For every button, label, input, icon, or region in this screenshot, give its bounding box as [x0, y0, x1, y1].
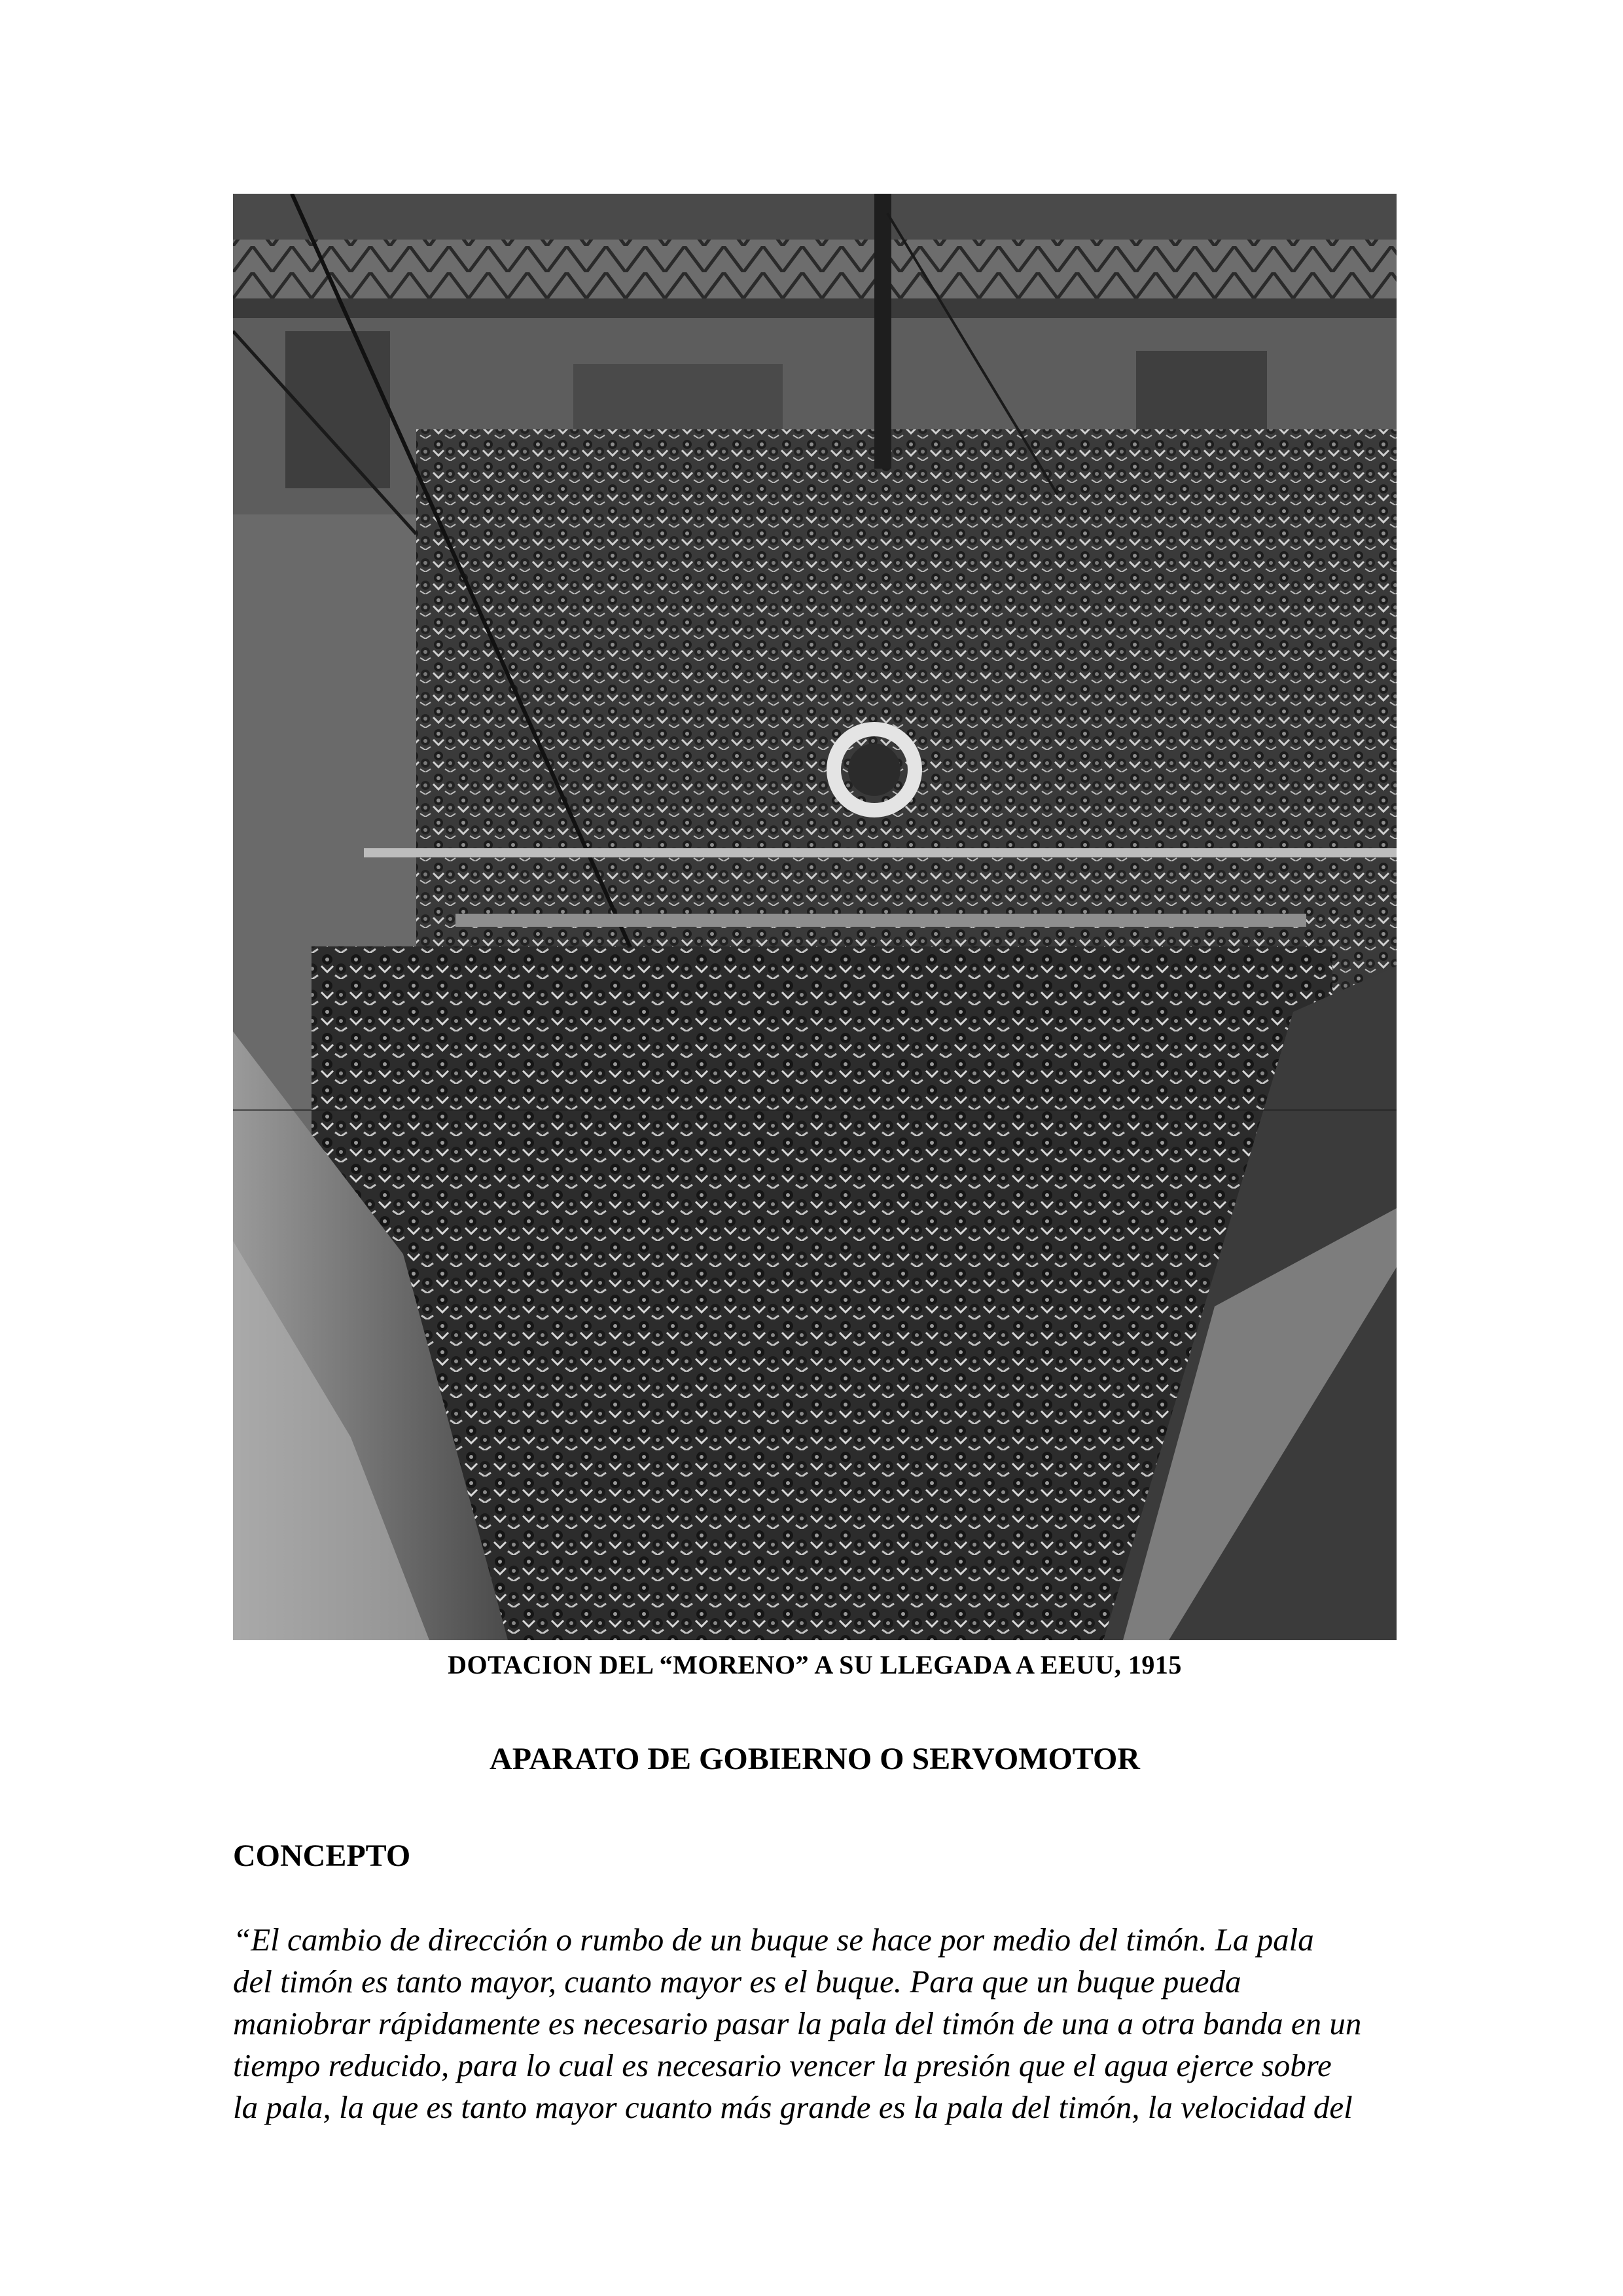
section-title: APARATO DE GOBIERNO O SERVOMOTOR: [490, 1742, 1140, 1776]
photo-caption: DOTACION DEL “MORENO” A SU LLEGADA A EEUU, 1915: [448, 1650, 1182, 1679]
body-line: del timón es tanto mayor, cuanto mayor es el buque. Para que un buque pueda: [233, 1964, 1241, 2000]
subheading: CONCEPTO: [233, 1839, 411, 1873]
body-line: tiempo reducido, para lo cual es necesario vencer la presión que el agua ejerce sobre: [233, 2047, 1332, 2083]
crew-photo-image: [233, 194, 1397, 1640]
crew-photo: [233, 194, 1397, 1640]
body-line: maniobrar rápidamente es necesario pasar la pala del timón de una a otra banda en un: [233, 2005, 1362, 2041]
body-line: la pala, la que es tanto mayor cuanto más grande es la pala del timón, la velocidad del: [233, 2089, 1353, 2125]
body-paragraph: [233, 1919, 1404, 2128]
body-line: “El cambio de dirección o rumbo de un buque se hace por medio del timón. La pala: [233, 1922, 1314, 1958]
